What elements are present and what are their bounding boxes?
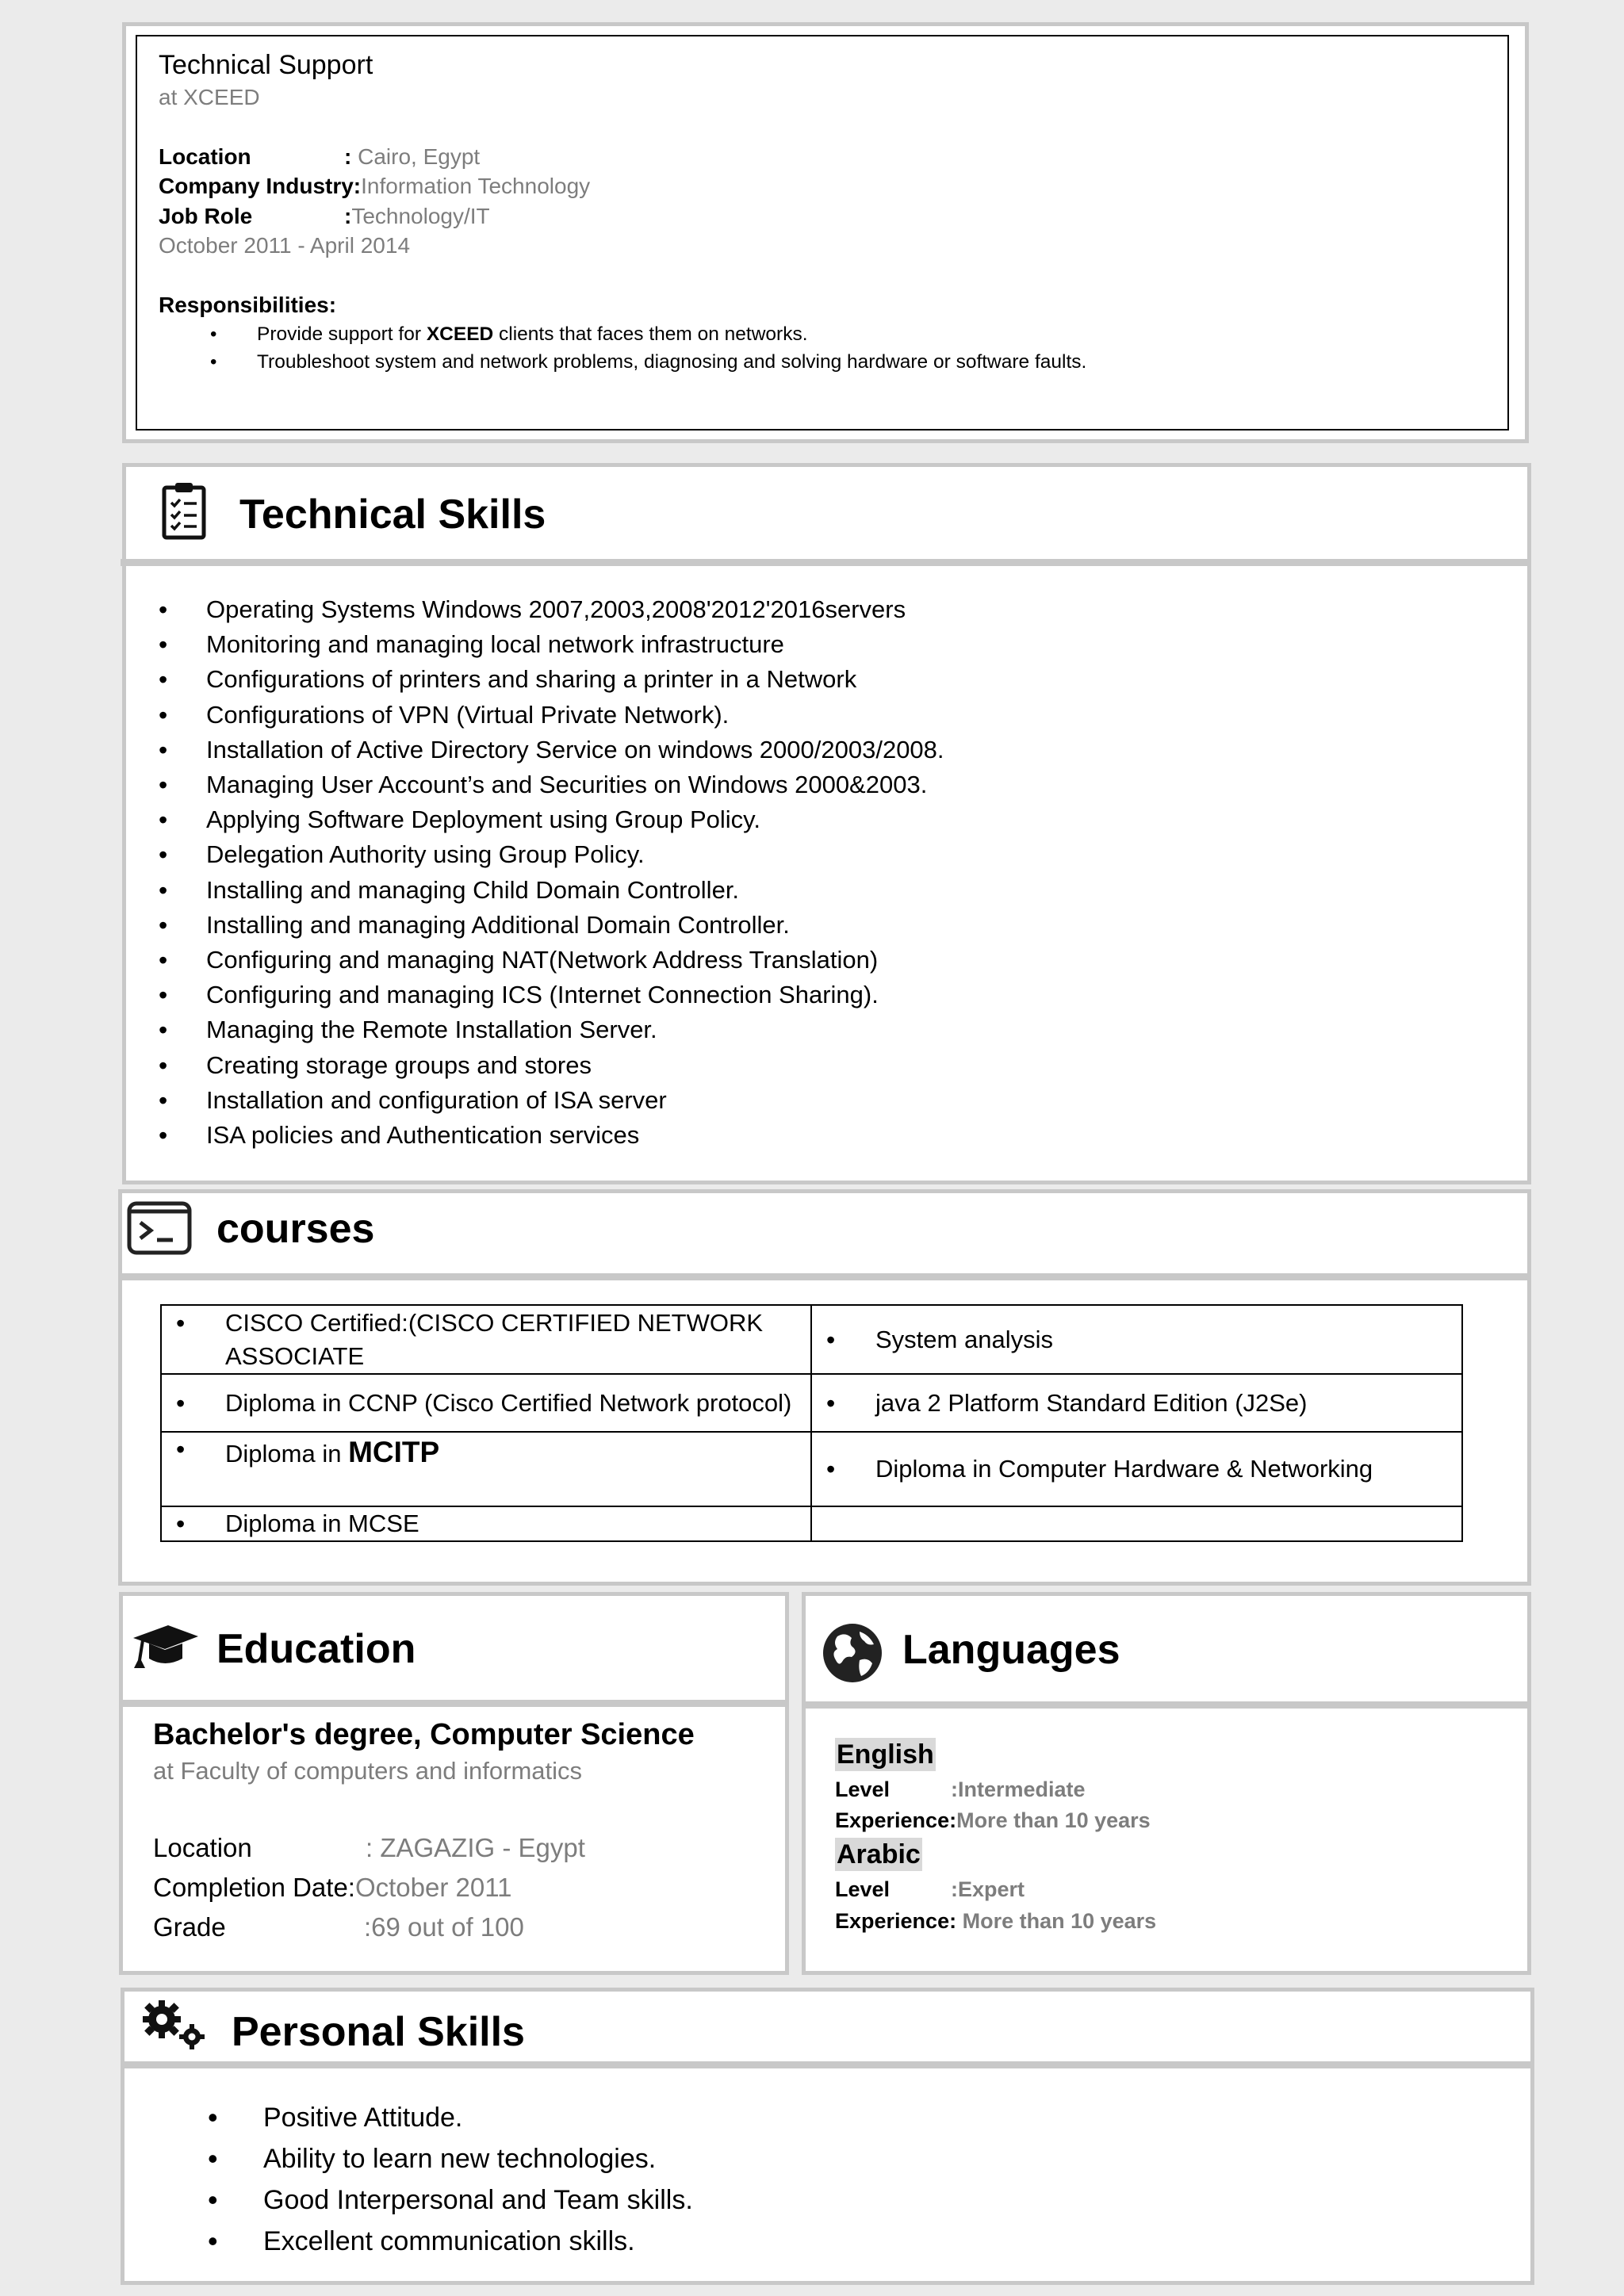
- language-experience-row: Experience:More than 10 years: [835, 1808, 1151, 1832]
- job-location-value: Cairo, Egypt: [358, 144, 481, 169]
- experience-card: [136, 35, 1509, 430]
- list-item: • Configuring and managing ICS (Internet Connection Sharing).: [159, 978, 1491, 1012]
- list-item: • Operating Systems Windows 2007,2003,2008'2012'2016servers: [159, 592, 1491, 627]
- job-location-label: Location: [159, 144, 251, 169]
- job-role-sep: :: [344, 204, 352, 228]
- education-completion-value: October 2011: [354, 1873, 512, 1902]
- language-item: [835, 1738, 936, 1771]
- list-item: • Installing and managing Child Domain Controller.: [159, 873, 1491, 908]
- job-industry-value: Information Technology: [361, 174, 591, 198]
- education-school: at Faculty of computers and informatics: [153, 1757, 583, 1785]
- course-cell: • java 2 Platform Standard Edition (J2Se): [811, 1374, 1462, 1432]
- list-item: • Managing User Account’s and Securities on Windows 2000&2003.: [159, 767, 1491, 802]
- responsibilities-label: Responsibilities:: [159, 293, 337, 317]
- responsibility-item: • Provide support for XCEED clients that faces them on networks.: [159, 320, 1467, 348]
- courses-title: courses: [216, 1206, 375, 1252]
- list-item: • Configurations of printers and sharing a printer in a Network: [159, 662, 1491, 697]
- list-item: • Managing the Remote Installation Server.: [159, 1012, 1491, 1047]
- personal-skills-title: Personal Skills: [232, 2009, 525, 2055]
- list-item: • Ability to learn new technologies.: [208, 2138, 1397, 2179]
- list-item: • Creating storage groups and stores: [159, 1048, 1491, 1083]
- section-divider: [118, 1273, 1531, 1280]
- language-experience: More than 10 years: [956, 1808, 1151, 1832]
- list-item: • Good Interpersonal and Team skills.: [208, 2179, 1397, 2221]
- responsibilities-list: [159, 320, 1467, 376]
- job-role-row: [159, 201, 490, 232]
- section-divider: [802, 1701, 1531, 1709]
- language-level-row: Level :Expert: [835, 1877, 1025, 1901]
- list-item: • Positive Attitude.: [208, 2097, 1397, 2138]
- list-item: • Installing and managing Additional Domain Controller.: [159, 908, 1491, 943]
- course-cell: • System analysis: [811, 1305, 1462, 1374]
- responsibility-item: • Troubleshoot system and network problems, diagnosing and solving hardware or software faults.: [159, 348, 1467, 376]
- education-grade-value: :69 out of 100: [364, 1912, 524, 1942]
- list-item: • Applying Software Deployment using Group Policy.: [159, 802, 1491, 837]
- list-item: • Configurations of VPN (Virtual Private Network).: [159, 698, 1491, 733]
- course-cell: • Diploma in CCNP (Cisco Certified Network protocol): [161, 1374, 811, 1432]
- technical-skills-list: [159, 592, 1491, 1153]
- course-cell: • Diploma in Computer Hardware & Networking: [811, 1432, 1462, 1506]
- language-experience: More than 10 years: [962, 1909, 1157, 1933]
- course-cell: • CISCO Certified:(CISCO CERTIFIED NETWORK ASSOCIATE: [161, 1305, 811, 1374]
- gears-icon: [138, 1999, 209, 2051]
- language-level-row: Level :Intermediate: [835, 1777, 1086, 1801]
- education-completion-row: [153, 1868, 512, 1908]
- list-item: • Installation of Active Directory Service on windows 2000/2003/2008.: [159, 733, 1491, 767]
- list-item: • Installation and configuration of ISA server: [159, 1083, 1491, 1118]
- section-divider: [119, 1700, 789, 1707]
- education-degree: Bachelor's degree, Computer Science: [153, 1718, 695, 1751]
- languages-title: Languages: [902, 1627, 1120, 1673]
- education-grade-label: Grade: [153, 1912, 226, 1942]
- course-cell-empty: [811, 1506, 1462, 1541]
- job-role-value: Technology/IT: [351, 204, 490, 228]
- list-item: • Excellent communication skills.: [208, 2221, 1397, 2262]
- job-location-row: [159, 142, 480, 172]
- language-item: [835, 1838, 922, 1871]
- job-location-sep: :: [344, 144, 352, 169]
- language-level: :Intermediate: [951, 1777, 1086, 1801]
- terminal-icon: [127, 1201, 192, 1255]
- globe-icon: [822, 1622, 883, 1684]
- education-location-label: Location: [153, 1833, 252, 1862]
- language-name: Arabic: [837, 1839, 921, 1869]
- education-title: Education: [216, 1626, 416, 1672]
- clipboard-checklist-icon: [162, 481, 206, 540]
- education-completion-label: Completion Date:: [153, 1873, 355, 1902]
- language-level: :Expert: [951, 1877, 1025, 1901]
- job-industry-label: Company Industry:: [159, 174, 362, 198]
- job-company: at XCEED: [159, 85, 260, 109]
- education-grade-row: [153, 1908, 524, 1947]
- list-item: • Configuring and managing NAT(Network Address Translation): [159, 943, 1491, 978]
- language-experience-row: Experience: More than 10 years: [835, 1909, 1157, 1933]
- language-name: English: [837, 1739, 934, 1770]
- personal-skills-list: [208, 2097, 1397, 2262]
- list-item: • Delegation Authority using Group Policy.: [159, 837, 1491, 872]
- education-location-row: [153, 1828, 585, 1868]
- job-role-label: Job Role: [159, 204, 253, 228]
- course-cell: • Diploma in MCITP: [161, 1432, 811, 1506]
- list-item: • Monitoring and managing local network infrastructure: [159, 627, 1491, 662]
- courses-table: [160, 1304, 1463, 1542]
- list-item: • ISA policies and Authentication services: [159, 1118, 1491, 1153]
- course-cell: • Diploma in MCSE: [161, 1506, 811, 1541]
- section-divider: [121, 2061, 1534, 2068]
- technical-skills-title: Technical Skills: [239, 492, 546, 538]
- job-industry-row: [159, 171, 590, 201]
- graduation-cap-icon: [132, 1622, 200, 1671]
- job-title: Technical Support: [159, 50, 373, 80]
- education-location-value: : ZAGAZIG - Egypt: [366, 1833, 585, 1862]
- job-dates: October 2011 - April 2014: [159, 233, 411, 258]
- section-divider: [121, 559, 1531, 566]
